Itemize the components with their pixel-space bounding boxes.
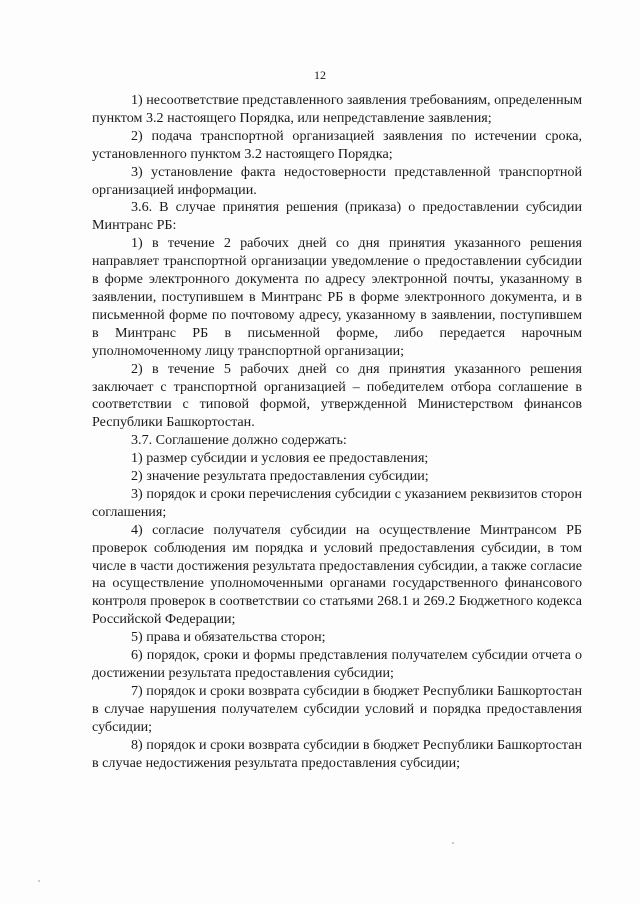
- document-body: [92, 92, 582, 772]
- paragraph-3-7-item-6: 6) порядок, сроки и формы представления получателем субсидии отчета о достижении результата предоставления субсидии;: [92, 647, 582, 681]
- paragraph-section-3-7: 3.7. Соглашение должно содержать:: [131, 432, 347, 449]
- paragraph-3-7-item-8: 8) порядок и сроки возврата субсидии в бюджет Республики Башкортостан в случае недостижения результата предоставления субсидии;: [92, 736, 582, 771]
- page-number: 12: [314, 68, 326, 82]
- paragraph-3-6-item-1: 1) в течение 2 рабочих дней со дня принятия указанного решения направляет транспортной организации уведомление о предоставлении субсидии в форме электронного документа по адресу электронной почты, указанному в заявлении, поступившем в Минтранс РБ в форме электронного документа, и в письменной форме по почтовому адресу, указанному в заявлении, поступившем в Минтранс РБ в письменной форме, либо передается нарочным уполномоченному лицу транспортной организации;: [92, 235, 582, 359]
- paragraph-3-6-item-2: 2) в течение 5 рабочих дней со дня принятия указанного решения заключает с транспортной организацией – победителем отбора соглашение в соответствии с типовой формой, утвержденной Министерством финансов Республики Башкортостан.: [92, 360, 582, 431]
- paragraph-3-7-item-7: 7) порядок и сроки возврата субсидии в бюджет Республики Башкортостан в случае нарушения получателем субсидии условий и порядка предоставления субсидии;: [92, 682, 582, 735]
- paragraph-refusal-2: 2) подача транспортной организацией заявления по истечении срока, установленного пунктом 3.2 настоящего Порядка;: [92, 127, 582, 162]
- paragraph-3-7-item-5: 5) права и обязательства сторон;: [131, 629, 326, 646]
- paragraph-refusal-1: 1) несоответствие представленного заявления требованиям, определенным пунктом 3.2 настоящего Порядка, или непредставление заявления;: [92, 92, 582, 126]
- paragraph-3-7-item-2: 2) значение результата предоставления субсидии;: [131, 468, 429, 485]
- paragraph-3-7-item-3: 3) порядок и сроки перечисления субсидии с указанием реквизитов сторон соглашения;: [92, 485, 582, 520]
- scan-speck: [452, 842, 454, 844]
- paragraph-3-7-item-4: 4) согласие получателя субсидии на осуществление Минтрансом РБ проверок соблюдения им порядка и условий предоставления субсидии, в том числе в части достижения результата предоставления субсидии, а также согласие на осуществление уполномоченными органами государственного финансового контроля проверок в соответствии со статьями 268.1 и 269.2 Бюджетного кодекса Российской Федерации;: [92, 521, 582, 628]
- paragraph-section-3-6: 3.6. В случае принятия решения (приказа) о предоставлении субсидии Минтранс РБ:: [92, 199, 582, 234]
- scan-speck: [38, 880, 40, 882]
- paragraph-3-7-item-1: 1) размер субсидии и условия ее предоставления;: [131, 450, 429, 467]
- paragraph-refusal-3: 3) установление факта недостоверности представленной транспортной организацией информации.: [92, 163, 582, 198]
